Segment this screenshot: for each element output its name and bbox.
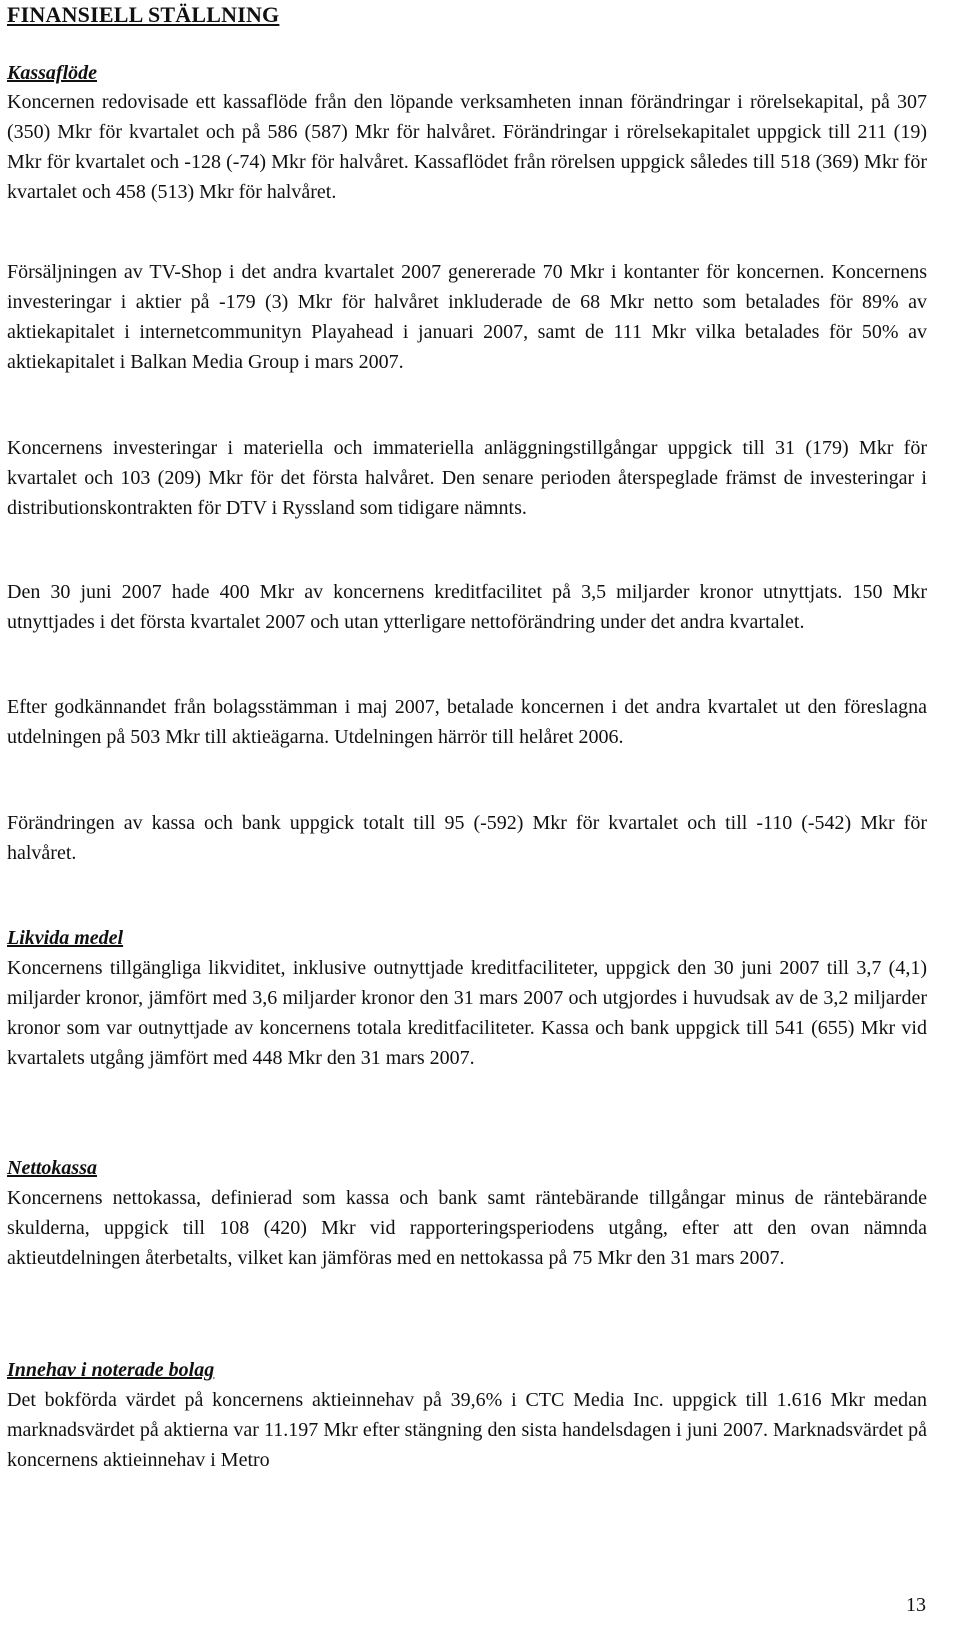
- paragraph-nettokassa: Koncernens nettokassa, definierad som kassa och bank samt räntebärande tillgångar minus de räntebärande skulderna, uppgick till 108 (420) Mkr vid rapporteringsperiodens utgång, efter att den ovan nämnda aktieutdelningen återbetalts, vilket kan jämföras med en nettokassa på 75 Mkr den 31 mars 2007.: [7, 1187, 927, 1269]
- section-heading-kassaflode: Kassaflöde: [7, 62, 97, 84]
- paragraph-likvida-medel: Koncernens tillgängliga likviditet, inklusive outnyttjade kreditfaciliteter, uppgick den 30 juni 2007 till 3,7 (4,1) miljarder kronor, jämfört med 3,6 miljarder kronor den 31 mars 2007 och utgjordes i huvudsak av de 3,2 miljarder kronor som var outnyttjade av koncernens totala kreditfaciliteter. Kassa och bank uppgick till 541 (655) Mkr vid kvartalets utgång jämfört med 448 Mkr den 31 mars 2007.: [7, 957, 927, 1069]
- paragraph-kassaflode-6: Förändringen av kassa och bank uppgick totalt till 95 (-592) Mkr för kvartalet och till -110 (-542) Mkr för halvåret.: [7, 812, 927, 864]
- paragraph-kassaflode-4: Den 30 juni 2007 hade 400 Mkr av koncernens kreditfacilitet på 3,5 miljarder kronor utnyttjats. 150 Mkr utnyttjades i det första kvartalet 2007 och utan ytterligare nettoförändring under det andra kvartalet.: [7, 581, 927, 633]
- paragraph-kassaflode-2: Försäljningen av TV-Shop i det andra kvartalet 2007 genererade 70 Mkr i kontanter för koncernen. Koncernens investeringar i aktier på -179 (3) Mkr för halvåret inkluderade de 68 Mkr netto som betalades för 89% av aktiekapitalet i internetcommunityn Playahead i januari 2007, samt de 111 Mkr vilka betalades för 50% av aktiekapitalet i Balkan Media Group i mars 2007.: [7, 261, 927, 373]
- section-heading-innehav: Innehav i noterade bolag: [7, 1359, 215, 1381]
- page-number: 13: [906, 1594, 926, 1616]
- section-heading-nettokassa: Nettokassa: [7, 1157, 97, 1179]
- page-title: FINANSIELL STÄLLNING: [7, 2, 280, 27]
- paragraph-kassaflode-5: Efter godkännandet från bolagsstämman i maj 2007, betalade koncernen i det andra kvartalet ut den föreslagna utdelningen på 503 Mkr till aktieägarna. Utdelningen härrör till helåret 2006.: [7, 696, 927, 748]
- paragraph-innehav: Det bokförda värdet på koncernens aktieinnehav på 39,6% i CTC Media Inc. uppgick till 1.616 Mkr medan marknadsvärdet på aktierna var 11.197 Mkr efter stängning den sista handelsdagen i juni 2007. Marknadsvärdet på koncernens aktieinnehav i Metro: [7, 1389, 927, 1471]
- section-heading-likvida-medel: Likvida medel: [7, 927, 124, 949]
- paragraph-kassaflode-3: Koncernens investeringar i materiella och immateriella anläggningstillgångar uppgick till 31 (179) Mkr för kvartalet och 103 (209) Mkr för det första halvåret. Den senare perioden återspeglade främst de investeringar i distributionskontrakten för DTV i Ryssland som tidigare nämnts.: [7, 437, 927, 519]
- paragraph-kassaflode-1: Koncernen redovisade ett kassaflöde från den löpande verksamheten innan förändringar i rörelsekapital, på 307 (350) Mkr för kvartalet och på 586 (587) Mkr för halvåret. Förändringar i rörelsekapitalet uppgick till 211 (19) Mkr för kvartalet och -128 (-74) Mkr för halvåret. Kassaflödet från rörelsen uppgick således till 518 (369) Mkr för kvartalet och 458 (513) Mkr för halvåret.: [7, 91, 927, 203]
